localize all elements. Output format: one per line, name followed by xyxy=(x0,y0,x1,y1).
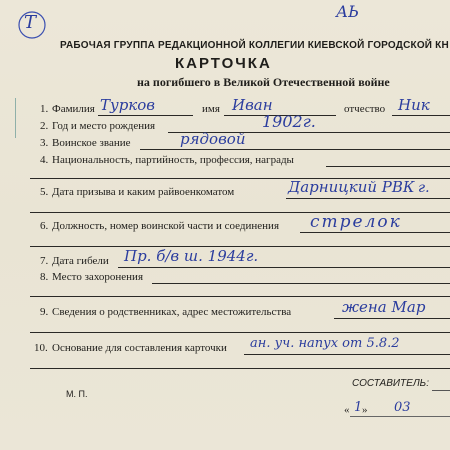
field-1-patronymic-rule xyxy=(392,115,450,116)
field-3-rank: рядовой xyxy=(180,130,246,148)
field-8-number: 8. xyxy=(40,271,49,283)
margin-line xyxy=(15,98,16,138)
field-4-number: 4. xyxy=(40,154,49,166)
field-6-number: 6. xyxy=(40,220,49,232)
field-6-label: Должность, номер воинской части и соединения xyxy=(52,220,279,232)
seal-place-label: М. П. xyxy=(66,389,88,399)
field-1-label: Фамилия xyxy=(52,103,95,115)
field-1-name-label: имя xyxy=(202,103,220,115)
field-5-label: Дата призыва и каким райвоенкоматом xyxy=(52,186,235,198)
field-6-position: стрелок xyxy=(310,212,402,232)
field-4-label: Национальность, партийность, профессия, награды xyxy=(52,154,294,166)
field-4-rule xyxy=(326,166,450,167)
field-9-number: 9. xyxy=(40,306,49,318)
compiler-label: СОСТАВИТЕЛЬ: xyxy=(352,378,429,389)
date-close-quote: » xyxy=(362,404,368,416)
field-1-patronymic-label: отчество xyxy=(344,103,386,115)
field-1-rule xyxy=(98,115,193,116)
field-5-number: 5. xyxy=(40,186,49,198)
field-9-rule xyxy=(334,318,450,319)
field-9-rule-2 xyxy=(30,332,450,333)
field-10-label: Основание для составления карточки xyxy=(52,342,227,354)
field-5-commissariat: Дарницкий РВК xyxy=(288,178,415,196)
field-7-number: 7. xyxy=(40,255,49,267)
compiler-rule xyxy=(432,390,450,391)
field-2-number: 2. xyxy=(40,120,49,132)
card-subtitle: на погибшего в Великой Отечественной войне xyxy=(137,75,390,89)
date-day: 1 xyxy=(354,400,363,415)
org-header: РАБОЧАЯ ГРУППА РЕДАКЦИОННОЙ КОЛЛЕГИИ КИЕВСКОЙ ГОРОДСКОЙ КН xyxy=(60,40,449,51)
field-1-patronymic: Ник xyxy=(398,96,430,114)
field-10-number: 10. xyxy=(34,342,48,354)
field-7-label: Дата гибели xyxy=(52,255,109,267)
card-title: КАРТОЧКА xyxy=(175,55,272,72)
field-2-label: Год и место рождения xyxy=(52,120,156,132)
field-7-death-date: Пр. б/в ш. 1944г. xyxy=(124,247,259,265)
field-9-relatives: жена Мар xyxy=(342,298,426,316)
field-1-surname: Турков xyxy=(100,96,156,114)
date-rule xyxy=(350,416,450,417)
date-open-quote: « xyxy=(344,404,350,416)
field-10-basis: ан. уч. напух от 5.8.2 xyxy=(250,336,400,351)
field-10-rule xyxy=(244,354,450,355)
field-2-birth: 1902г. xyxy=(262,112,316,131)
field-3-rule xyxy=(140,149,450,150)
field-8-rule-2 xyxy=(30,296,450,297)
field-1-first-name: Иван xyxy=(232,96,273,114)
top-right-mark: АЬ xyxy=(336,2,359,21)
field-9-label: Сведения о родственниках, адрес местожительства xyxy=(52,306,292,318)
field-7-rule xyxy=(118,267,450,268)
field-6-rule xyxy=(300,232,450,233)
field-3-number: 3. xyxy=(40,137,49,149)
field-5-extra: г. xyxy=(418,180,430,196)
field-8-label: Место захоронения xyxy=(52,271,143,283)
field-5-rule xyxy=(286,198,450,199)
field-3-label: Воинское звание xyxy=(52,137,131,149)
field-8-rule xyxy=(152,283,450,284)
field-1-number: 1. xyxy=(40,103,49,115)
date-month: 03 xyxy=(394,400,411,415)
corner-mark: Т xyxy=(24,12,37,33)
field-10-rule-2 xyxy=(30,368,450,369)
